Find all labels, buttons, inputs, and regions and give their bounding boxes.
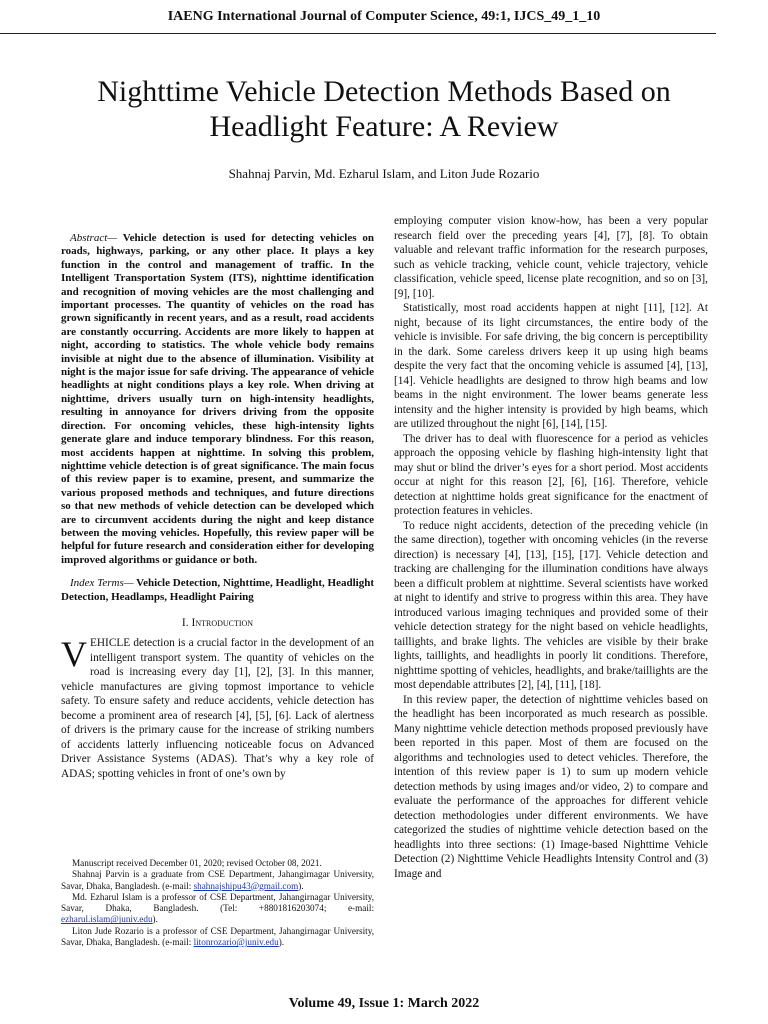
footnote-author-1-end: ). [298, 880, 304, 891]
intro-paragraph [61, 636, 374, 781]
issue-footer: Volume 49, Issue 1: March 2022 [288, 996, 480, 1011]
body-paragraph: In this review paper, the detection of nighttime vehicles based on the headlight has been incorporated as much research as possible. Many nighttime vehicle detection methods proposed previously have been reported in this paper. Most of them are focused on the algorithms and technologies used to detect vehicles. Therefore, the intention of this review paper is 1) to sum up modern vehicle detection methods by using images and/or video, 2) to compare and evaluate the performance of the approaches for different vehicle detection methodologies under different environments. We have categorized the studies of nighttime vehicle detection based on the headlights into three sections: (1) Image-based Nighttime Vehicle Detection (2) Nighttime Vehicle Headlights Intensity Control and (3) Image and [394, 693, 708, 880]
email-link-author-3[interactable]: litonrozario@juniv.edu [193, 937, 279, 948]
abstract-label: Abstract— [70, 232, 118, 244]
section-heading-introduction [61, 616, 374, 631]
abstract [61, 232, 374, 567]
body-paragraph: Statistically, most road accidents happen at night [11], [12]. At night, because of its light circumstances, the entire body of the vehicle is invisible. For safe driving, the big concern is perceptibility in the dark. Some careless drivers keep it up using high beams despite the very fact that the oncoming vehicle is assumed [4], [13], [14]. Vehicle headlights are designed to throw high beams and low beams in the night environment. The lower beams generate less intensity and the higher intensity is provided by high beams, which are utilized throughout the night [6], [14], [15]. [394, 302, 708, 430]
paper-title: Nighttime Vehicle Detection Methods Based on Headlight Feature: A Review [97, 75, 671, 143]
left-column [61, 214, 374, 781]
footnotes [61, 858, 374, 948]
index-terms-text: Vehicle Detection, Nighttime, Headlight, Headlight Detection, Headlamps, Headlight Pairing [61, 577, 374, 603]
section-number: I. [181, 616, 192, 629]
footnote-author-3-end: ). [278, 937, 285, 948]
index-terms [61, 577, 374, 604]
section-title: Introduction [191, 616, 254, 629]
paper-authors: Shahnaj Parvin, Md. Ezharul Islam, and Liton Jude Rozario [228, 166, 540, 181]
email-link-author-1[interactable]: shahnajshipu43@gmail.com [193, 880, 299, 891]
footnote-author-1 [61, 869, 374, 892]
footnote-author-3-text: Liton Jude Rozario is a professor of CSE Department, Jahangirnagar University, Savar, Dhaka, Bangladesh. (e-mail: [61, 925, 374, 948]
body-paragraph: employing computer vision know-how, has been a very popular research field over the preceding years [4], [7], [8]. To obtain valuable and relevant traffic information for the research purposes, such as vehicle tracking, vehicle count, vehicle trajectory, vehicle classification, vehicle speed, license plate recognition, and so on [3], [9], [10]. [394, 215, 708, 300]
index-terms-label: Index Terms— [70, 577, 134, 590]
intro-text: EHICLE detection is a crucial factor in the development of an intelligent transport system. The quantity of vehicles on the road is increasing every day [1], [2], [3]. In this manner, vehicle manufactures are giving topmost importance to vehicle safety. To ensure safety and reduce accidents, vehicle detection has become a prominent area of research [4], [5], [6]. Lack of alertness of drivers is the primary cause for the increase of striking numbers of accidents latterly influencing noticeable focus on Advanced Driver Assistance Systems (ADAS). That’s why a key role of ADAS; spotting vehicles in front of one’s own by [61, 637, 374, 780]
body-paragraph: The driver has to deal with fluorescence for a period as vehicles approach the opposing vehicle by flashing high-intensity light that may shut or blind the driver’s eyes for a short period. Most accidents occur at night for this reason [2], [6], [16]. Therefore, vehicle detection at nighttime holds great significance for the enactment of protection features in vehicles. [394, 432, 708, 517]
header-rule [0, 33, 716, 34]
footnote-author-2 [61, 892, 374, 926]
footnote-author-2-text: Md. Ezharul Islam is a professor of CSE Department, Jahangirnagar University, Savar, Dhaka, Bangladesh. (Tel: +8801816203074; e-mail: [61, 891, 374, 914]
body-paragraph: To reduce night accidents, detection of the preceding vehicle (in the same direction), together with oncoming vehicles (in the reverse direction) is necessary [4], [13], [15], [17]. Vehicle detection and tracking are challenging for the illumination conditions have always been a difficult problem at nighttime. Several scientists have worked at night to identify and strive to progress within this area. They have introduced various imaging techniques and provided some of their vehicle detection strategy for the night based on vehicle headlights, taillights, and brake lights. The vehicles are visible by their brake lights, taillights, and headlights in poorly lit conditions. Therefore, nighttime spotting of vehicles, headlights, and brake/taillights are the most dependable attributes [2], [4], [11], [18]. [394, 519, 708, 691]
journal-running-head: IAENG International Journal of Computer Science, 49:1, IJCS_49_1_10 [167, 9, 601, 24]
footnote-author-3 [61, 926, 374, 949]
right-column [394, 214, 708, 881]
drop-cap: V [61, 634, 87, 675]
email-link-author-2[interactable]: ezharul.islam@juniv.edu [61, 914, 153, 925]
footnote-author-2-end: ). [152, 914, 158, 925]
footnote-author-1-text: Shahnaj Parvin is a graduate from CSE Department, Jahangirnagar University, Savar, Dhaka, Bangladesh. (e-mail: [61, 869, 374, 891]
abstract-text: Vehicle detection is used for detecting vehicles on roads, highways, parking, or any other place. It plays a key function in the control and management of traffic. In the Intelligent Transportation System (ITS), nighttime identification and recognition of moving vehicles are the most challenging and important processes. The quantity of vehicles on the road has grown significantly in recent years, and as a result, road accidents are constantly occurring. Accidents are more likely to happen at night, according to statistics. The whole vehicle body remains invisible at night due to the absence of illumination. Visibility at night is the major issue for safe driving. The appearance of vehicle headlights at night conditions plays a key role. When driving at nighttime, drivers usually turn on high-intensity headlights, resulting in annoyance for drivers driving from the opposite direction. For oncoming vehicles, these high-intensity lights generate glare and induce temporary blindness. For this reason, most accidents happen at nighttime. In solving this problem, nighttime vehicle detection is of great significance. The main focus of this review paper is to examine, present, and summarize the various proposed methods and techniques, and future directions so that new methods of vehicle detection can be developed which are to circumvent accidents during the night and keep distance between the moving vehicles. Hopefully, this review paper will be helpful for future research and consideration either for developing improved algorithms or guidance or both. [61, 232, 374, 566]
footnote-received: Manuscript received December 01, 2020; revised October 08, 2021. [72, 858, 322, 868]
